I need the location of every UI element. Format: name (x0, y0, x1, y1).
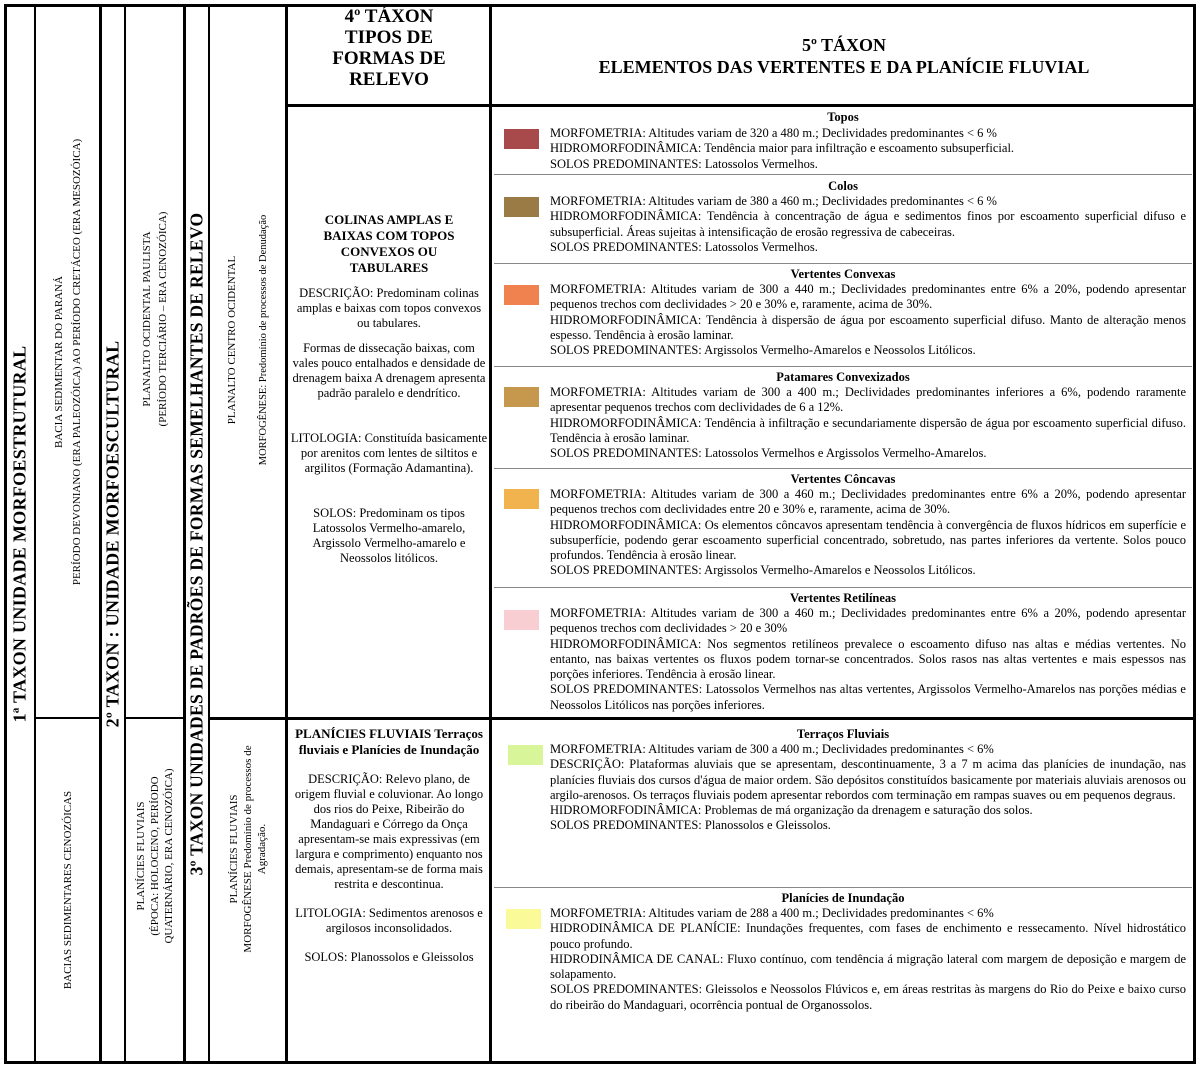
section-vertentes-concavas: Vertentes Côncavas MORFOMETRIA: Altitudes variam de 300 a 460 m.; Declividades predominantes entre 6% a 20%, podendo apresentar pequenos trechos com declividades entre 20 e 30% e, raramente, acima de 30%. HIDROMORFODINÂMICA: Os elementos côncavos apresentam tendência à convergência de fluxos hídricos em superfície e subsuperfície, podendo gerar escoamento superficial concentrado, sobretudo, nas partes inferiores da vertente. Solos pouco profundos. Tendência à erosão linear. SOLOS PREDOMINANTES: Argissolos Vermelho-Amarelos e Neossolos Litólicos. (494, 472, 1192, 587)
planicies-solos: SOLOS: Planossolos e Gleissolos (304, 950, 474, 964)
bacias-cenozoicas-label: BACIAS SEDIMENTARES CENOZÓICAS (61, 790, 74, 990)
planicies-escultura-era: QUATERNÁRIO, ERA CENOZÓICA) (162, 768, 175, 944)
planicies-padroes-agradacao: Agradação. (255, 823, 268, 875)
legend-swatch (504, 197, 539, 217)
section-terracos-fluviais: Terraços Fluviais MORFOMETRIA: Altitudes variam de 300 a 400 m.; Declividades predominantes < 6% DESCRIÇÃO: Plataformas aluviais que se apresentam, descontinuamente, 3 a 7 m acima das planícies de inundação, nas planícies fluviais dos cursos d'água de maior ordem. São depósitos constituídos basicamente por materiais aluviais arenosos ou argilo-arenosos. Os terraços fluviais podem apresentar rebordos com terminação em rampas suaves ou em pequenos degraus. HIDROMORFODINÂMICA: Problemas de má organização da drenagem e saturação dos solos. SOLOS PREDOMINANTES: Planossolos e Gleissolos. (494, 727, 1192, 887)
sep-patamares-concavas (494, 468, 1192, 469)
section-title: Vertentes Convexas (790, 267, 896, 281)
colinas-solos: SOLOS: Predominam os tipos Latossolos Vermelho-amarelo, Argissolo Vermelho-amarelo e Neossolos litólicos. (312, 506, 466, 565)
section-title: Topos (827, 110, 859, 124)
planalto-ocidental-period: (PERÍODO TERCIÁRIO – ERA CENOZÓICA) (156, 211, 169, 427)
planicies-cell (290, 726, 488, 975)
planicies-litologia: LITOLOGIA: Sedimentos arenosos e argilosos inconsolidados. (295, 906, 483, 935)
planalto-ocidental-title: PLANALTO OCIDENTAL PAULISTA (140, 231, 153, 407)
legend-swatch (508, 745, 543, 765)
sep-terracos-planicies (494, 887, 1192, 888)
section-patamares-convexizados: Patamares Convexizados MORFOMETRIA: Altitudes variam de 300 a 400 m.; Declividades predominantes inferiores a 6%, podendo raramente apresentar pequenos trechos com declividades de 6 a 12%. HIDROMORFODINÂMICA: Tendência à infiltração e secundariamente dispersão de água por escoamento superficial difuso. Tendência à erosão laminar. SOLOS PREDOMINANTES: Latossolos Vermelhos e Argissolos Vermelho-Amarelos. (494, 370, 1192, 468)
section-title: Planícies de Inundação (781, 891, 905, 905)
taxon1-column (6, 6, 34, 1061)
section-planicies-inundacao: Planícies de Inundação MORFOMETRIA: Altitudes variam de 288 a 400 m.; Declividades predominantes < 6% HIDRODINÂMICA DE PLANÍCIE: Inundações frequentes, com fases de enchimento e ressecamento. Nível hidrostático pouco profundo. HIDRODINÂMICA DE CANAL: Fluxo contínuo, com tendência á migração lateral com margem de deposição e margem de solapamento. SOLOS PREDOMINANTES: Gleissolos e Neossolos Flúvicos e, em áreas restritas às margens do Rio do Peixe e baixo curso do ribeirão do Mandaguari, ocorrência pontual de Organossolos. (494, 891, 1192, 1059)
sep-concavas-retilineas (494, 587, 1192, 588)
legend-swatch (504, 285, 539, 305)
legend-swatch (504, 387, 539, 407)
colinas-cell (290, 212, 488, 576)
sep-topos-colos (494, 174, 1192, 175)
sep-colos-convexas (494, 263, 1192, 264)
colinas-descricao: DESCRIÇÃO: Predominam colinas amplas e baixas com topos convexos ou tabulares. (296, 286, 482, 330)
bacia-parana-period: PERÍODO DEVONIANO (ERA PALEOZÓICA) AO PERÍODO CRETÁCEO (ERA MESOZÓICA) (70, 138, 83, 585)
planicies-padroes-morfogenese: MORFOGÊNESE Predomínio de processos de (241, 745, 254, 953)
taxon3-label: 3º TAXON UNIDADES DE PADRÕES DE FORMAS SEMELHANTES DE RELEVO (186, 212, 207, 876)
bacias-cenozoicas-cell (36, 719, 99, 1061)
planicies-descricao: DESCRIÇÃO: Relevo plano, de origem fluvial e coluvionar. Ao longo dos rios do Peixe, Ribeirão do Mandaguari e Córrego da Onça apresentam-se mais expressivas (em largura e comprimento) enquanto nos demais, apresentam-se de forma mais restrita e descontinua. (294, 772, 484, 891)
planalto-centro-morfogenese: MORFOGÊNESE: Predomínio de processos de Denudação (257, 214, 269, 466)
legend-swatch (504, 129, 539, 149)
colinas-title: COLINAS AMPLAS E BAIXAS COM TOPOS CONVEXOS OU TABULARES (323, 212, 455, 275)
planalto-centro-cell (210, 6, 285, 717)
taxon2-column (102, 6, 124, 1061)
section-topos: Topos MORFOMETRIA: Altitudes variam de 320 a 480 m.; Declividades predominantes < 6 % HIDROMORFODINÂMICA: Tendência maior para infiltração e escoamento subsuperficial. SOLOS PREDOMINANTES: Latossolos Vermelhos. (494, 110, 1192, 174)
sep-convexas-patamares (494, 366, 1192, 367)
bacia-parana-title: BACIA SEDIMENTAR DO PARANÁ (52, 275, 65, 448)
planicies-fluviais-escultura-cell (126, 719, 183, 1061)
section-vertentes-convexas: Vertentes Convexas MORFOMETRIA: Altitudes variam de 300 a 440 m.; Declividades predominantes entre 6% a 20%, podendo apresentar pequenos trechos com declividades > 20 e 30% e, raramente, acima de 30%. HIDROMORFODINÂMICA: Tendência à dispersão de água por escoamento superficial difuso. Manto de alteração menos espesso. Tendência à erosão laminar. SOLOS PREDOMINANTES: Argissolos Vermelho-Amarelos e Neossolos Litólicos. (494, 267, 1192, 366)
upper-lower-separator-c (210, 717, 1194, 720)
taxon3-column (186, 6, 208, 1061)
section-title: Patamares Convexizados (776, 370, 910, 384)
col-sep-7 (489, 6, 492, 1061)
section-title: Vertentes Côncavas (790, 472, 896, 486)
section-title: Terraços Fluviais (796, 727, 890, 741)
planicies-escultura-title: PLANÍCIES FLUVIAIS (134, 801, 147, 911)
legend-swatch (506, 909, 541, 929)
legend-swatch (504, 489, 539, 509)
colinas-litologia: LITOLOGIA: Constituída basicamente por arenitos com lentes de siltitos e argilitos (Formação Adamantina). (290, 431, 488, 475)
colinas-formas: Formas de dissecação baixas, com vales pouco entalhados e densidade de drenagem baixa A drenagem apresenta padrão paralelo e dendrítico. (292, 341, 486, 400)
section-title: Vertentes Retilíneas (789, 591, 897, 605)
taxon1-label: 1ª TAXON UNIDADE MORFOESTRUTURAL (9, 345, 30, 722)
section-vertentes-retilineas: Vertentes Retilíneas MORFOMETRIA: Altitudes variam de 300 a 460 m.; Declividades predominantes entre 6% a 20%, podendo apresentar pequenos trechos com declividades > 20 e 30% HIDROMORFODINÂMICA: Nos segmentos retilíneos prevalece o escoamento difuso nas altas e médias vertentes. No entanto, nas baixas vertentes os fluxos podem tornar-se concentrados. Solos rasos nas altas vertentes e mais espessos nas porções inferiores. Tendência à erosão linear. SOLOS PREDOMINANTES: Latossolos Vermelhos nas altas vertentes, Argissolos Vermelho-Amarelos nas porções médias e Neossolos Litólicos nas porções inferiores. (494, 591, 1192, 717)
taxon5-header: 5º TÁXON ELEMENTOS DAS VERTENTES E DA PLANÍCIE FLUVIAL (598, 35, 1090, 77)
planicies-padroes-cell (210, 719, 285, 1061)
legend-swatch (504, 610, 539, 630)
planicies-title: PLANÍCIES FLUVIAIS Terraços fluviais e Planícies de Inundação (295, 726, 483, 757)
planalto-centro-title: PLANALTO CENTRO OCIDENTAL (225, 255, 238, 425)
planalto-ocidental-cell (126, 6, 183, 717)
taxon2-label: 2º TAXON : UNIDADE MORFOESCULTURAL (102, 340, 123, 727)
col-sep-6 (285, 6, 288, 1061)
section-colos: Colos MORFOMETRIA: Altitudes variam de 380 a 460 m.; Declividades predominantes < 6 % HIDROMORFODINÂMICA: Tendência à concentração de água e sedimentos finos por escoamento superficial difuso e subsuperficial. Áreas sujeitas à intensificação de erosão regressiva de cabeceiras. SOLOS PREDOMINANTES: Latossolos Vermelhos. (494, 179, 1192, 263)
taxon4-header: 4º TÁXON TIPOS DE FORMAS DE RELEVO (332, 6, 446, 90)
section-title: Colos (828, 179, 858, 193)
planicies-padroes-title: PLANÍCIES FLUVIAIS (227, 794, 240, 904)
bacia-parana-cell (36, 6, 99, 717)
planicies-escultura-epoca: (ÉPOCA: HOLOCENO, PERÍODO (148, 776, 161, 936)
